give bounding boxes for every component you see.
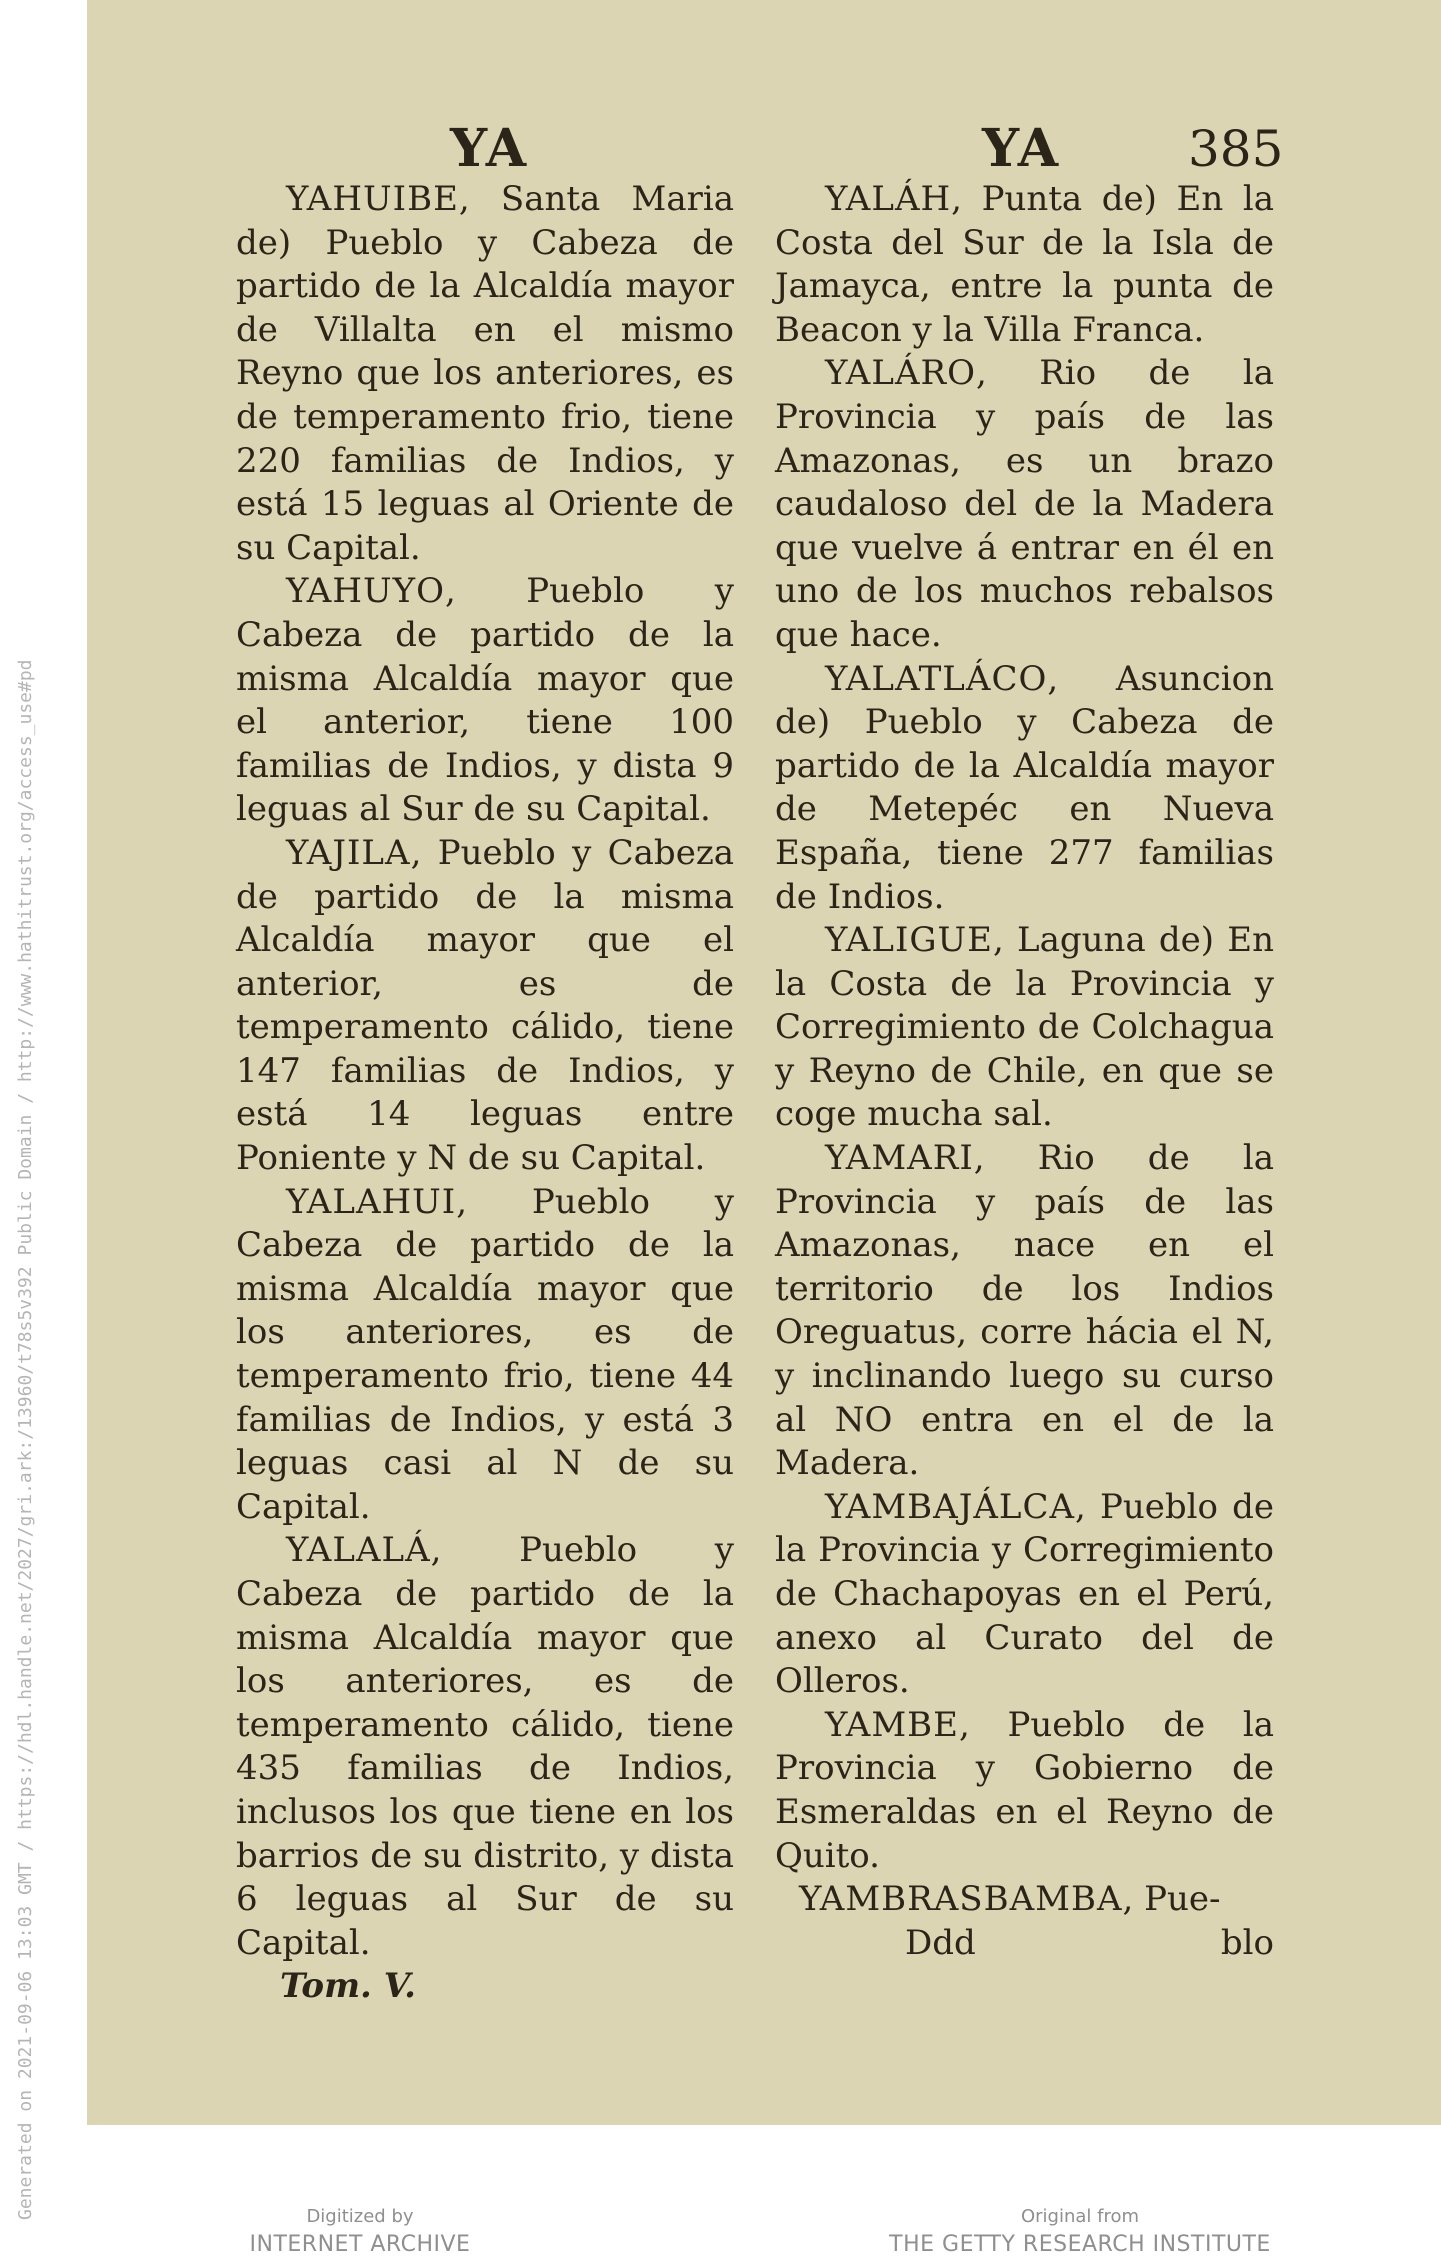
dictionary-entry [236,1181,734,1530]
entry-text: , Pueblo y Cabeza de partido de la misma Alcaldía mayor que el anterior, tiene 100 familias de Indios, y dista 9 leguas al Sur de su Capital. [236,571,734,830]
entry-headword: YAHUIBE [286,179,459,219]
entry-text: , Pueblo y Cabeza de partido de la misma Alcaldía mayor que los anteriores, es de temperamento cálido, tiene 435 familias de Indios, inclusos los que tiene en los barrios de su distrito, y dista 6 leguas al Sur de su Capital. [236,1530,734,1963]
footer-digitized-label: Digitized by [306,2206,414,2227]
entry-text: , Rio de la Provincia y país de las Amazonas, es un brazo caudaloso del de la Madera que vuelve á entrar en él en uno de los muchos rebalsos que hace. [775,353,1274,655]
footer-original [870,2204,1290,2260]
entry-headword: YAMBE [825,1704,959,1745]
entry-text: , Pueblo y Cabeza de partido de la misma Alcaldía mayor que los anteriores, es de temperamento frio, tiene 44 familias de Indios, y está 3 leguas casi al N de su Capital. [236,1181,734,1527]
dictionary-entry [236,178,734,570]
footer-digitized [240,2204,480,2260]
entry-headword: YAHUYO [286,571,445,612]
right-column [775,178,1274,1965]
entry-headword: YAMARI [825,1138,974,1179]
dictionary-entry [775,178,1274,352]
dictionary-entry [775,658,1274,920]
dictionary-entry [775,1137,1274,1486]
entry-text: , Asuncion de) Pueblo y Cabeza de partido de la Alcaldía mayor de Metepéc en Nueva España, tiene 277 familias de Indios. [775,658,1274,917]
watermark-sidebar [0,0,60,2255]
signature-line [775,1922,1274,1966]
footer-original-source: THE GETTY RESEARCH INSTITUTE [889,2232,1271,2257]
entry-headword: YALÁRO [825,353,976,394]
dictionary-entry [236,832,734,1181]
entry-text: , Laguna de) En la Costa de la Provincia y Corregimiento de Colchagua y Reyno de Chile, en que se coge mucha sal. [775,920,1274,1135]
left-column [236,178,734,2009]
entry-text: , Pueblo de la Provincia y Corregimiento de Chachapoyas en el Perú, anexo al Curato del de Olleros. [775,1486,1274,1702]
catchword: blo [1220,1922,1274,1963]
running-head-left: YA [450,118,529,179]
entry-text: , Punta de) En la Costa del Sur de la Isla de Jamayca, entre la punta de Beacon y la Villa Franca. [775,179,1274,350]
entry-text: , Pueblo y Cabeza de partido de la misma Alcaldía mayor que el anterior, es de temperamento cálido, tiene 147 familias de Indios, y está 14 leguas entre Poniente y N de su Capital. [236,832,734,1179]
entry-text: , Pueblo de la Provincia y Gobierno de Esmeraldas en el Reyno de Quito. [775,1704,1274,1876]
entry-headword: YAJILA [286,832,411,873]
watermark-text: Generated on 2021-09-06 13:03 GMT / https://hdl.handle.net/2027/gri.ark:/13960/t78s5v392 Public Domain / http://www.hathitrust.org/access_use#pd [15,659,36,2220]
entry-headword: YALÁH [825,179,952,219]
entry-text: , Pue- [1122,1879,1221,1920]
footer-digitized-source: INTERNET ARCHIVE [249,2232,471,2257]
entry-headword: YALAHUI [286,1181,457,1222]
page-number: 385 [1188,120,1284,178]
dictionary-entry [775,352,1274,657]
running-head-right: YA [982,118,1061,179]
dictionary-entry [775,919,1274,1137]
dictionary-entry [236,570,734,832]
dictionary-entry [236,1529,734,1965]
entry-headword: YAMBRASBAMBA [799,1879,1123,1920]
entry-headword: YALATLÁCO [825,658,1048,699]
dictionary-entry [775,1878,1274,1922]
entry-headword: YAMBAJÁLCA [825,1486,1076,1527]
footer-original-label: Original from [1020,2206,1140,2227]
dictionary-entry [775,1704,1274,1878]
volume-mark: Tom. V. [280,1966,416,2007]
dictionary-entry [775,1486,1274,1704]
entry-headword: YALALÁ [286,1530,431,1571]
entry-text: , Rio de la Provincia y país de las Amazonas, nace en el territorio de los Indios Oreguatus, corre hácia el N, y inclinando luego su curso al NO entra en el de la Madera. [775,1138,1274,1484]
signature-mark: Ddd [905,1922,976,1963]
entry-text: , Santa Maria de) Pueblo y Cabeza de partido de la Alcaldía mayor de Villalta en el mismo Reyno que los anteriores, es de temperamento frio, tiene 220 familias de Indios, y está 15 leguas al Oriente de su Capital. [236,179,734,568]
entry-headword: YALIGUE [825,920,994,961]
